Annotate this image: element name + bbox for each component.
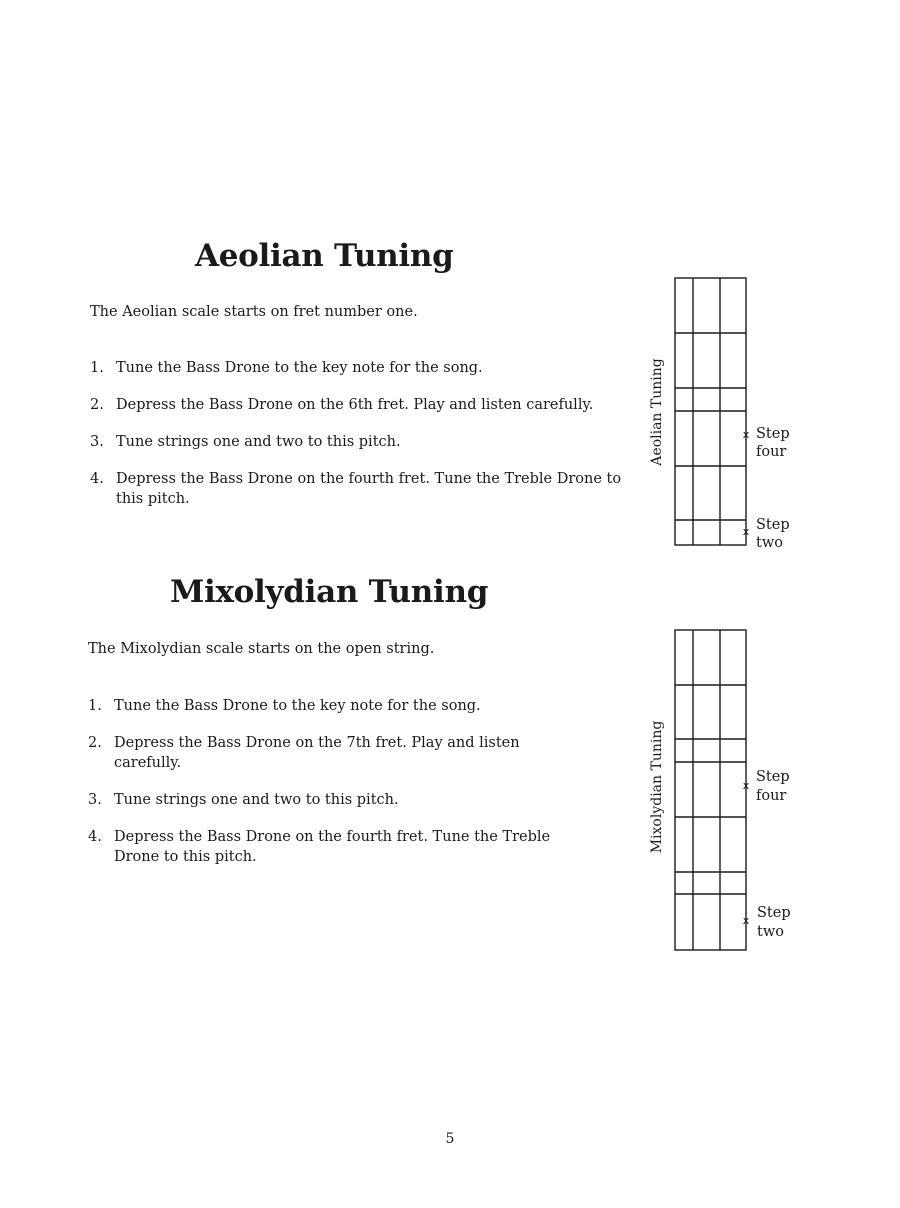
- step-four-label-line2: four: [756, 788, 787, 804]
- step-text: Depress the Bass Drone on the 7th fret. Play and listen carefully.: [114, 735, 520, 771]
- step-text: Tune the Bass Drone to the key note for the song.: [116, 360, 483, 376]
- step-two-label-line2: two: [756, 535, 783, 551]
- fretboard-outline: [675, 630, 746, 950]
- step-four-marker: x: [742, 779, 750, 792]
- step-text: Depress the Bass Drone on the 6th fret. Play and listen carefully.: [116, 397, 594, 413]
- mixolydian-title: Mixolydian Tuning: [170, 574, 489, 610]
- list-item: [90, 469, 625, 509]
- list-item: [90, 395, 625, 415]
- step-two-marker: x: [742, 914, 750, 927]
- step-number: 1.: [88, 698, 102, 714]
- step-number: 2.: [90, 397, 104, 413]
- step-number: 4.: [88, 829, 102, 845]
- mixolydian-fretboard-diagram: [640, 622, 810, 957]
- step-number: 3.: [90, 434, 104, 450]
- step-text: Tune strings one and two to this pitch.: [116, 434, 401, 450]
- list-item: [88, 790, 588, 810]
- step-number: 2.: [88, 735, 102, 751]
- aeolian-diagram-label: Aeolian Tuning: [649, 358, 665, 466]
- step-four-label-line1: Step: [756, 426, 790, 442]
- aeolian-fretboard-diagram: [640, 270, 810, 560]
- step-four-label-line1: Step: [756, 769, 790, 785]
- mixolydian-steps: [88, 696, 588, 884]
- step-two-label-line1: Step: [756, 517, 790, 533]
- step-text: Tune the Bass Drone to the key note for the song.: [114, 698, 481, 714]
- step-four-marker: x: [742, 428, 750, 441]
- step-text: Depress the Bass Drone on the fourth fret. Tune the Treble Drone to this pitch.: [114, 829, 551, 865]
- step-text: Tune strings one and two to this pitch.: [114, 792, 399, 808]
- step-two-label-line2: two: [757, 924, 784, 940]
- list-item: [90, 432, 625, 452]
- step-text: Depress the Bass Drone on the fourth fret. Tune the Treble Drone to this pitch.: [116, 471, 622, 507]
- list-item: [90, 358, 625, 378]
- step-four-label-line2: four: [756, 444, 787, 460]
- step-number: 1.: [90, 360, 104, 376]
- step-number: 3.: [88, 792, 102, 808]
- aeolian-steps: [90, 358, 625, 526]
- aeolian-intro: The Aeolian scale starts on fret number one.: [90, 304, 418, 320]
- step-two-label-line1: Step: [757, 905, 791, 921]
- list-item: [88, 827, 588, 867]
- step-number: 4.: [90, 471, 104, 487]
- mixolydian-diagram-label: Mixolydian Tuning: [649, 720, 665, 854]
- page-number: 5: [445, 1131, 455, 1147]
- aeolian-title: Aeolian Tuning: [195, 238, 454, 274]
- mixolydian-intro: The Mixolydian scale starts on the open string.: [88, 641, 435, 657]
- step-two-marker: x: [742, 525, 750, 538]
- list-item: [88, 696, 588, 716]
- list-item: [88, 733, 588, 773]
